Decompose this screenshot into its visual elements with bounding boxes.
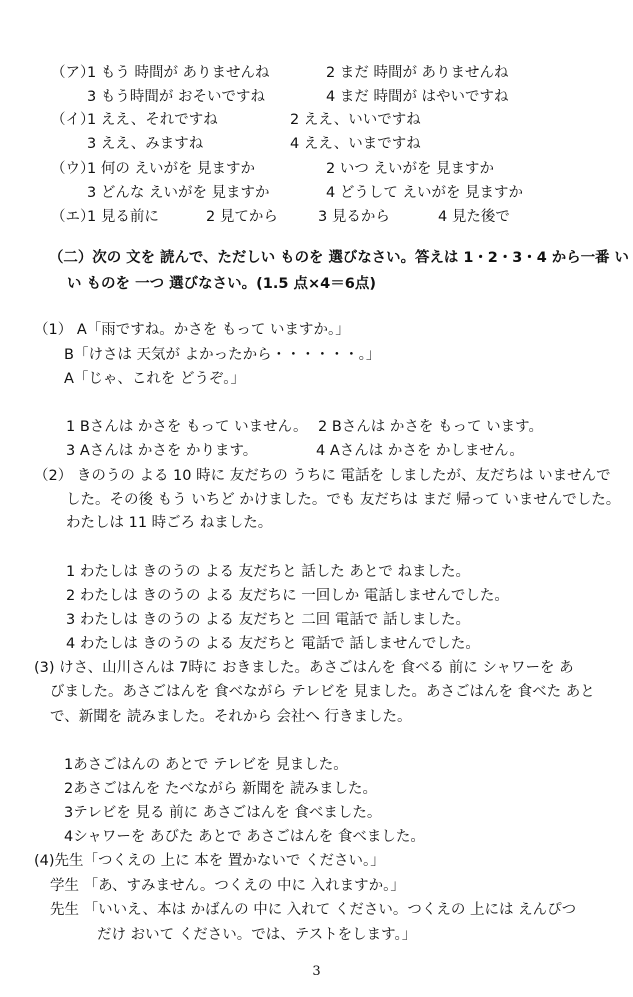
p2-choice-2: 2 わたしは きのうの よる 友だちに 一回しか 電話しませんでした。 xyxy=(66,588,509,604)
p3-line-3: で、新聞を 読みました。それから 会社へ 行きました。 xyxy=(50,709,412,725)
q1-i-choice-3: 3 ええ、みますね xyxy=(87,136,204,152)
p3-choice-2: 2あさごはんを たべながら 新聞を 読みました。 xyxy=(64,781,378,797)
q1-u-choice-3: 3 どんな えいがを 見ますか xyxy=(87,185,270,201)
p4-line-4: だけ おいて ください。では、テストをします。」 xyxy=(97,927,417,943)
q1-a-choice-4: 4 まだ 時間が はやいですね xyxy=(326,89,509,105)
p1-choice-4: 4 Aさんは かさを かしません。 xyxy=(316,443,524,459)
p3-line-2: びました。あさごはんを 食べながら テレビを 見ました。あさごはんを 食べた あと xyxy=(50,684,595,700)
q1-a-label: （ア） xyxy=(51,65,95,81)
p3-choice-3: 3テレビを 見る 前に あさごはんを 食べました。 xyxy=(64,805,382,821)
p2-line-3: わたしは 11 時ごろ ねました。 xyxy=(66,515,273,531)
q1-e-choice-3: 3 見るから xyxy=(318,209,390,225)
p4-line-2: 学生 「あ、すみません。つくえの 中に 入れますか。」 xyxy=(50,878,405,894)
p2-choice-3: 3 わたしは きのうの よる 友だちと 二回 電話で 話しました。 xyxy=(66,612,470,628)
q1-u-choice-1: 1 何の えいがを 見ますか xyxy=(87,161,256,177)
section2-instruction-2: い ものを 一つ 選びなさい。(1.5 点×4＝6点) xyxy=(67,276,376,292)
q1-u-choice-2: 2 いつ えいがを 見ますか xyxy=(326,161,495,177)
p2-line-1: （2） きのうの よる 10 時に 友だちの うちに 電話を しましたが、友だちは いませんで xyxy=(34,468,611,484)
q1-u-label: （ウ） xyxy=(51,161,95,177)
p3-choice-1: 1あさごはんの あとで テレビを 見ました。 xyxy=(64,757,348,773)
q1-e-choice-2: 2 見てから xyxy=(206,209,278,225)
q1-u-choice-4: 4 どうして えいがを 見ますか xyxy=(326,185,524,201)
q1-e-choice-1: 1 見る前に xyxy=(87,209,159,225)
p1-choice-1: 1 Bさんは かさを もって いません。 xyxy=(66,419,308,435)
q1-e-choice-4: 4 見た後で xyxy=(438,209,510,225)
p1-line-3: A「じゃ、これを どうぞ。」 xyxy=(64,371,245,387)
p3-choice-4: 4シャワーを あびた あとで あさごはんを 食べました。 xyxy=(64,829,425,845)
q1-i-choice-1: 1 ええ、それですね xyxy=(87,112,218,128)
p3-line-1: (3) けさ、山川さんは 7時に おきました。あさごはんを 食べる 前に シャワーを あ xyxy=(34,660,574,676)
q1-a-choice-2: 2 まだ 時間が ありませんね xyxy=(326,65,509,81)
p4-line-1: (4)先生「つくえの 上に 本を 置かないで ください。」 xyxy=(34,853,385,869)
q1-i-label: （イ） xyxy=(51,112,95,128)
p1-choice-3: 3 Aさんは かさを かります。 xyxy=(66,443,258,459)
q1-i-choice-4: 4 ええ、いまですね xyxy=(290,136,421,152)
p1-line-1: （1） A「雨ですね。かさを もって いますか。」 xyxy=(34,322,350,338)
p1-choice-2: 2 Bさんは かさを もって います。 xyxy=(318,419,543,435)
p2-line-2: した。その後 もう いちど かけました。でも 友だちは まだ 帰って いませんでした。 xyxy=(66,492,621,508)
p4-line-3: 先生 「いいえ、本は かばんの 中に 入れて ください。つくえの 上には えんぴつ xyxy=(50,902,577,918)
p1-line-2: B「けさは 天気が よかったから・・・・・・。」 xyxy=(64,347,381,363)
page-number: 3 xyxy=(312,964,321,979)
q1-e-label: （エ） xyxy=(51,209,95,225)
p2-choice-4: 4 わたしは きのうの よる 友だちと 電話で 話しませんでした。 xyxy=(66,636,480,652)
q1-a-choice-1: 1 もう 時間が ありませんね xyxy=(87,65,270,81)
p2-choice-1: 1 わたしは きのうの よる 友だちと 話した あとで ねました。 xyxy=(66,564,470,580)
q1-a-choice-3: 3 もう時間が おそいですね xyxy=(87,89,265,105)
section2-instruction-1: （二）次の 文を 読んで、ただしい ものを 選びなさい。答えは 1・2・3・4 から一番 い xyxy=(49,250,629,266)
q1-i-choice-2: 2 ええ、いいですね xyxy=(290,112,421,128)
